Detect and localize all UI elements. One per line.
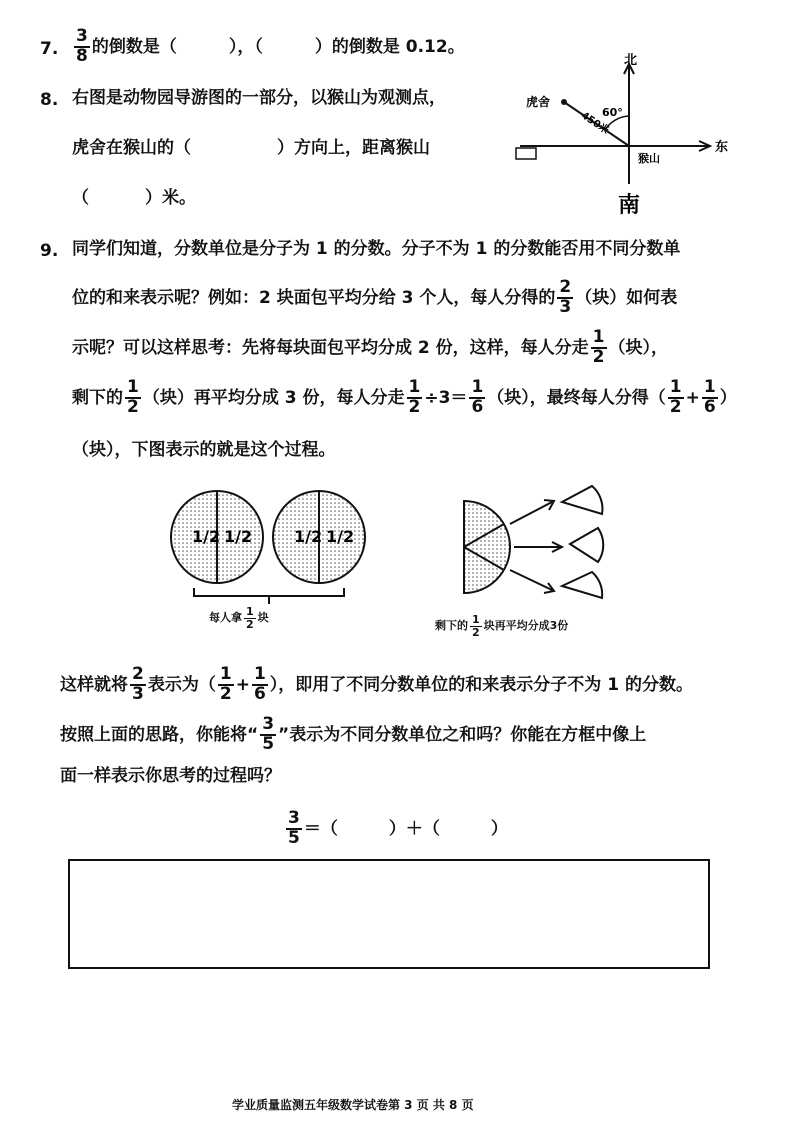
q9-fraction-a: $\frac{1}{2}$ [127,377,139,417]
q9-line-6: 这样就将 $\frac{2}{3}$ 表示为（ $\frac{1}{2}$ + $\frac{1}{6}$ ），即用了不同分数单位的和来表示分子不为 1 的分数。 [60,664,693,704]
q9-line-8: 面一样表示你思考的过程吗？ [60,766,281,786]
q9-fraction-c: $\frac{1}{6}$ [471,377,484,417]
q8-line-1: 右图是动物园导游图的一部分，以猴山为观测点， [72,88,446,108]
q9-fraction-e: $\frac{1}{6}$ [703,377,716,417]
q8-number: 8. [40,90,59,110]
piece-1 [562,486,602,514]
half-bread [464,501,510,593]
q7-number: 7. [40,39,59,59]
page-footer: 学业质量监测五年级数学试卷第 3 页 共 8 页 [232,1098,474,1112]
monkey-hill-label: 猴山 [638,152,660,165]
q9-fraction-d: $\frac{1}{2}$ [669,377,682,417]
q7-fraction: $\frac{3}{8}$ [76,26,88,66]
north-label: 北 [624,53,638,68]
eq-blanks[interactable]: ＝（ ）＋（ ） [303,818,508,839]
half-label-2: 1/2 [224,527,253,546]
south-label: 南 [618,193,641,218]
q9-equation [284,810,508,848]
q8-line-2: 虎舍在猴山的（ ）方向上，距离猴山 [72,138,430,158]
q9-line-4: 剩下的 $\frac{1}{2}$ （块）再平均分成 3 份，每人分走 $\frac{1}{2}$ ÷3＝ $\frac{1}{6}$ （块），最终每人分得（ $\frac{1}{2}$ + $\frac{1}{6}$ ） [72,377,737,417]
brace-icon [194,588,344,596]
east-label: 东 [715,140,729,155]
q9-fraction-b: $\frac{1}{2}$ [408,377,421,417]
tiger-house-point-icon [561,99,567,105]
q9-line-3: 示呢？可以这样思考：先将每块面包平均分成 2 份，这样，每人分走 $\frac{1}{2}$ （块）， [72,327,669,367]
q9-fraction-2-3: $\frac{2}{3}$ [559,277,572,317]
eq-fraction: $\frac{3}{5}$ [288,808,300,848]
fig1-caption: 每人拿 $\frac{1}{2}$ 块 [209,605,269,631]
q9-line-7: 按照上面的思路，你能将“ $\frac{3}{5}$ ”表示为不同分数单位之和吗？你能在方框中像上 [60,714,647,754]
q9-number: 9. [40,241,59,261]
split-third-figure [452,480,622,600]
distance-label: 450米 [578,110,611,137]
piece-2 [570,528,603,562]
q8-line-3: （ ）米。 [72,188,196,208]
gate-icon [516,148,536,159]
piece-3 [562,572,602,598]
half-label-4: 1/2 [326,527,355,546]
q9-fraction-1-2: $\frac{1}{2}$ [592,327,605,367]
q9-line-5: （块），下图表示的就是这个过程。 [72,440,336,460]
half-label-3: 1/2 [294,527,323,546]
q7-line: $\frac{3}{8}$ 的倒数是（ ），（ ）的倒数是 0.12。 [76,26,465,66]
fig2-caption: 剩下的 $\frac{1}{2}$ 块再平均分成3份 [435,613,569,639]
q9-line-1: 同学们知道，分数单位是分子为 1 的分数。分子不为 1 的分数能否用不同分数单 [72,239,681,259]
half-label-1: 1/2 [192,527,221,546]
angle-label: 60° [602,106,623,119]
answer-box[interactable] [68,859,710,969]
bread-halves-figure [166,486,372,636]
zoo-map-diagram [510,44,740,220]
tiger-house-label: 虎舍 [526,95,551,109]
q9-line-2: 位的和来表示呢？例如：2 块面包平均分给 3 个人，每人分得的 $\frac{2}{3}$ （块）如何表 [72,277,678,317]
